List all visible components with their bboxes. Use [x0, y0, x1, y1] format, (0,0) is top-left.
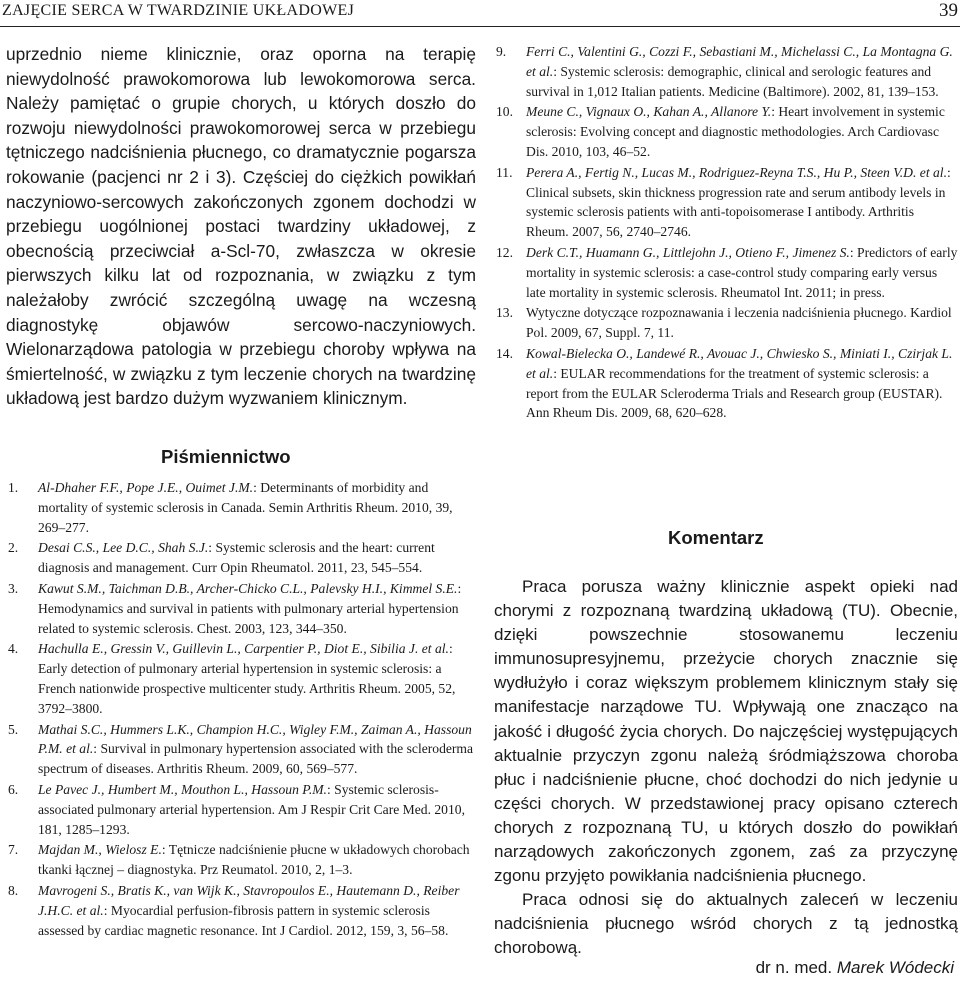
commentary-paragraph: Praca porusza ważny klinicznie aspekt opieki nad chorymi z rozpoznaną twardziną układową (TU). Obecnie, dzięki powszechnie stosowanemu leczeniu immunosupresyjnemu, przeżycie chorych znacznie się wydłużyło i coraz większym problemem klinicznym stały się manifestacje narządowe TU. Wpływają one znacząco na jakość i długość życia chorych. Do najczęściej występujących aktualnie przyczyn zgonu należą śródmiąższowa choroba płuc i nadciśnienie płucne, choć dochodzi do nich jedynie u części chorych. W przedstawionej pracy opisano czterech chorych z rozpoznaną TU, u których doszło do powikłań narządowych zakończonych zgonem, zaś za przyczynę zgonu przyjęto powikłania nadciśnienia płucnego. [494, 577, 958, 886]
reference-authors: Le Pavec J., Humbert M., Mouthon L., Hassoun P.M. [38, 781, 327, 797]
reference-details: : Heart involvement in systemic sclerosis: Evolving concept and diagnostic methodologies. Arch Cardiovasc Dis. 2010, 103, 46–52. [526, 104, 945, 159]
reference-number: 7. [8, 842, 19, 858]
reference-number: 5. [8, 721, 19, 737]
reference-list-right [496, 42, 958, 424]
reference-authors: Perera A., Fertig N., Lucas M., Rodriguez-Reyna T.S., Hu P., Steen V.D. et al. [526, 164, 947, 180]
reference-number: 12. [496, 244, 513, 260]
reference-details: : Systemic sclerosis-associated pulmonary arterial hypertension. Am J Respir Crit Care Med. 2010, 181, 1285–1293. [38, 781, 465, 837]
commentary-signature [756, 958, 954, 978]
reference-list-left [8, 478, 476, 941]
reference-details: : Predictors of early mortality in systemic sclerosis: a case-control study comparing early versus late mortality in systemic sclerosis. Rheumatol Int. 2011; in press. [526, 244, 958, 300]
reference-details: : Hemodynamics and survival in patients with pulmonary arterial hypertension related to systemic sclerosis. Chest. 2003, 123, 344–350. [38, 580, 462, 636]
reference-authors: Derk C.T., Huamann G., Littlejohn J., Otieno F., Jimenez S. [526, 244, 850, 260]
body-paragraph: uprzednio nieme klinicznie, oraz oporna na terapię niewydolność prawokomorowa lub lewokomorowa serca. Należy pamiętać o grupie chorych, u których doszło do rozwoju niewydolności prawokomorowej serca w przebiegu tętniczego nadciśnienia płucnego, co dramatycznie pogarsza rokowanie (pacjenci nr 2 i 3). Częściej do ciężkich powikłań naczyniowo-sercowych zakończonych zgonem dochodzi w przebiegu uogólnionej postaci twardziny układowej, z obecnością przeciwciał a-Scl-70, zwłaszcza w okresie pierwszych kilku lat od rozpoznania, w związku z tym należałoby zwrócić szczególną uwagę na wczesną diagnostykę objawów sercowo-naczyniowych. Wielonarządowa patologia w przebiegu choroby wpływa na śmiertelność, w związku z tym leczenie chorych na twardzinę układową jest bardzo dużym wyzwaniem klinicznym. [6, 44, 476, 409]
page-number: 39 [939, 0, 958, 21]
reference-details: : Determinants of morbidity and mortality of systemic sclerosis in Canada. Semin Arthritis Rheum. 2010, 39, 269–277. [38, 480, 453, 535]
reference-authors: Majdan M., Wielosz E. [38, 842, 162, 858]
reference-item [8, 881, 476, 940]
running-header [0, 0, 960, 27]
reference-authors: Desai C.S., Lee D.C., Shah S.J. [38, 540, 209, 556]
reference-authors: Hachulla E., Gressin V., Guillevin L., Carpentier P., Diot E., Sibilia J. et al. [38, 641, 449, 657]
reference-item [8, 639, 476, 718]
reference-number: 10. [496, 104, 513, 120]
reference-item [496, 42, 958, 101]
references-heading: Piśmiennictwo [161, 446, 291, 467]
reference-details: : Systemic sclerosis and the heart: current diagnosis and management. Curr Opin Rheumatol. 2011, 23, 545–554. [38, 540, 435, 576]
reference-item [8, 538, 476, 578]
reference-details: : EULAR recommendations for the treatment of systemic sclerosis: a report from the EULAR Scleroderma Trials and Research group (EUSTAR). Ann Rheum Dis. 2009, 68, 620–628. [526, 365, 943, 421]
reference-details: Wytyczne dotyczące rozpoznawania i leczenia nadciśnienia płucnego. Kardiol Pol. 2009, 67, Suppl. 7, 11. [526, 305, 952, 341]
reference-item [496, 163, 958, 242]
reference-details: : Clinical subsets, skin thickness progression rate and serum antibody levels in systemic sclerosis patients with anti-topoisomerase I antibody. Arthritis Rheum. 2007, 56, 2740–2746. [526, 164, 951, 240]
reference-number: 6. [8, 781, 19, 797]
reference-item [496, 303, 958, 343]
reference-number: 1. [8, 480, 19, 495]
reference-authors: Mathai S.C., Hummers L.K., Champion H.C., Wigley F.M., Zaiman A., Hassoun P.M. et al. [38, 721, 472, 757]
reference-authors: Meune C., Vignaux O., Kahan A., Allanore Y. [526, 104, 772, 120]
reference-details: : Myocardial perfusion-fibrosis pattern in systemic sclerosis assessed by cardiac magnetic resonance. Int J Cardiol. 2012, 159, 3, 56–58. [38, 902, 449, 938]
reference-number: 2. [8, 540, 19, 556]
reference-item [496, 102, 958, 161]
reference-details: : Early detection of pulmonary arterial hypertension in systemic sclerosis: a French nationwide prospective multicenter study. Arthritis Rheum. 2005, 52, 3792–3800. [38, 641, 456, 716]
reference-number: 11. [496, 164, 513, 180]
reference-authors: Kawut S.M., Taichman D.B., Archer-Chicko C.L., Palevsky H.I., Kimmel S.E. [38, 580, 458, 596]
commentary-body [494, 575, 958, 961]
reference-item [496, 243, 958, 302]
reference-number: 8. [8, 882, 19, 898]
reference-authors: Kowal-Bielecka O., Landewé R., Avouac J., Chwiesko S., Miniati I., Czirjak L. et al. [526, 345, 953, 381]
running-title: ZAJĘCIE SERCA W TWARDZINIE UKŁADOWEJ [2, 2, 355, 19]
reference-item [496, 344, 958, 423]
reference-number: 3. [8, 580, 19, 596]
reference-item [8, 840, 476, 880]
reference-details: : Tętnicze nadciśnienie płucne w układowych chorobach tkanki łącznej – diagnostyka. Prz Reumatol. 2010, 2, 1–3. [38, 842, 470, 878]
reference-item [8, 478, 476, 537]
reference-number: 9. [496, 44, 507, 59]
signature-title: dr n. med. [755, 958, 833, 977]
reference-item [8, 780, 476, 839]
reference-authors: Al-Dhaher F.F., Pope J.E., Ouimet J.M. [38, 480, 254, 495]
commentary-paragraph: Praca odnosi się do aktualnych zaleceń w leczeniu nadciśnienia płucnego wśród chorych z tą jednostką chorobową. [494, 890, 958, 958]
reference-authors: Mavrogeni S., Bratis K., van Wijk K., Stavropoulos E., Hautemann D., Reiber J.H.C. et al. [38, 882, 460, 918]
reference-details: : Systemic sclerosis: demographic, clinical and serologic features and survival in 1,012 Italian patients. Medicine (Baltimore). 2002, 81, 139–153. [526, 63, 939, 99]
reference-item [8, 579, 476, 638]
reference-number: 14. [496, 345, 513, 361]
signature-name: Marek Wódecki [836, 958, 954, 977]
reference-number: 13. [496, 305, 513, 321]
reference-details: : Survival in pulmonary hypertension associated with the scleroderma spectrum of diseases. Arthritis Rheum. 2009, 60, 569–577. [38, 741, 474, 777]
reference-authors: Ferri C., Valentini G., Cozzi F., Sebastiani M., Michelassi C., La Montagna G. et al. [526, 44, 953, 79]
reference-item [8, 720, 476, 779]
commentary-heading: Komentarz [668, 527, 764, 548]
reference-number: 4. [8, 641, 19, 657]
